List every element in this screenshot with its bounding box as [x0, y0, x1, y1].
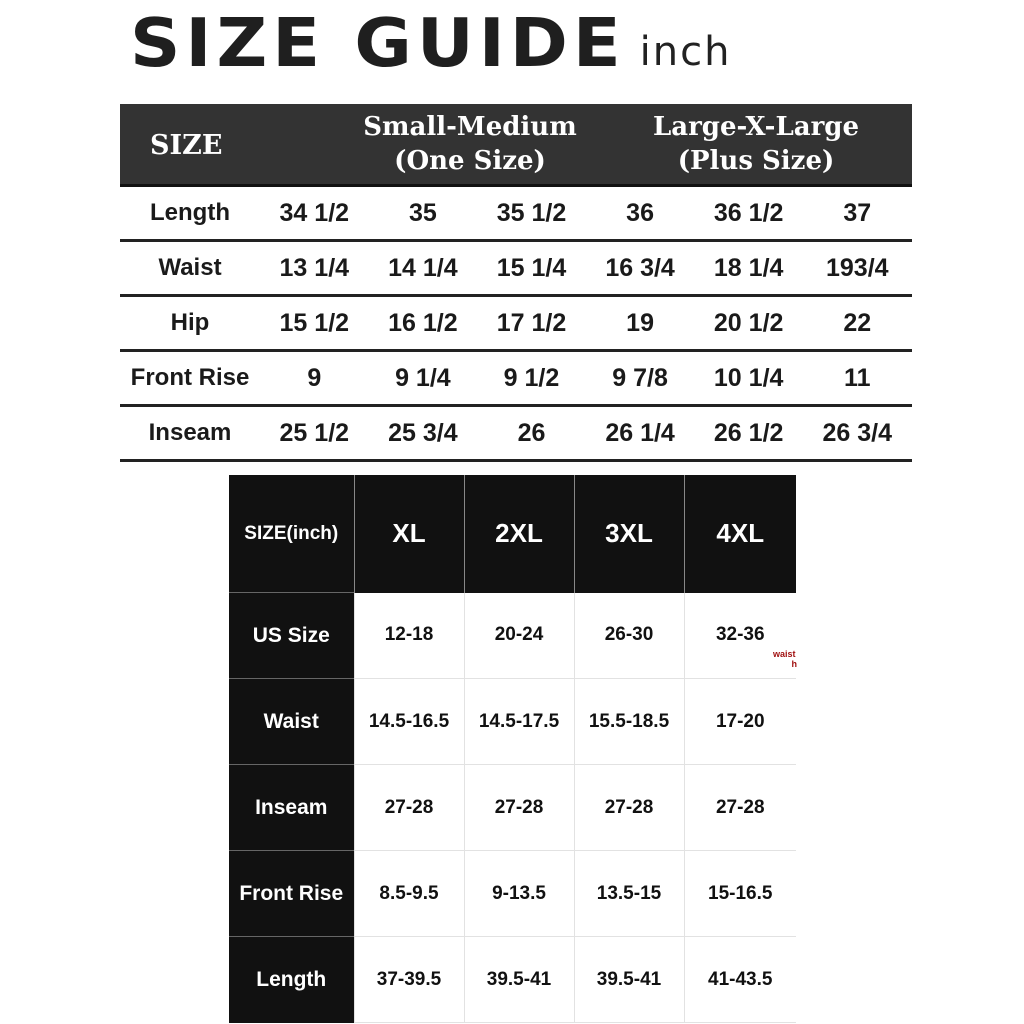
table-cell: 26 [517, 418, 546, 447]
table-cell: 34 1/2 [279, 198, 350, 227]
group-line1: Large-X-Large [652, 112, 860, 142]
table-cell: 9 [307, 363, 322, 392]
header-size-4xl: 4XL [684, 475, 796, 593]
table-cell: 9 1/2 [503, 363, 560, 392]
table-cell: 9 1/4 [395, 363, 451, 392]
group-line2: (One Size) [394, 146, 546, 176]
row-label: Length [229, 937, 354, 1023]
title-unit: inch [639, 29, 732, 75]
group-small-medium [320, 110, 620, 178]
table-cell: 25 1/2 [279, 418, 350, 447]
table-cell: 9 7/8 [612, 363, 668, 392]
table-cell: 36 1/2 [713, 198, 784, 227]
table-header-row [229, 475, 796, 593]
header-size-label: SIZE [150, 130, 223, 161]
table-cell: 27-28 [354, 765, 464, 851]
table-cell: 20 1/2 [713, 308, 784, 337]
group-line1: Small-Medium [363, 112, 577, 142]
table-cell: 13 1/4 [279, 253, 350, 282]
table-cell: 32-36 [684, 593, 796, 679]
table-body [120, 187, 912, 462]
table-cell: 15.5-18.5 [574, 679, 684, 765]
table-row [120, 187, 912, 242]
table-cell: 25 3/4 [388, 418, 458, 447]
header-size-xl: XL [354, 475, 464, 593]
table-cell: 39.5-41 [464, 937, 574, 1023]
table-cell: 35 [408, 198, 437, 227]
table-cell: 12-18 [354, 593, 464, 679]
table-cell: 20-24 [464, 593, 574, 679]
table-row [229, 593, 796, 679]
table-cell: 15-16.5 [684, 851, 796, 937]
table-row [229, 679, 796, 765]
header-size-3xl: 3XL [574, 475, 684, 593]
table-cell: 26 3/4 [822, 418, 893, 447]
table-cell: 8.5-9.5 [354, 851, 464, 937]
row-label: Front Rise [130, 364, 250, 391]
table-cell: 35 1/2 [496, 198, 567, 227]
table-cell: 17 1/2 [496, 308, 567, 337]
table-cell: 19 [626, 308, 654, 337]
table-cell: 16 1/2 [388, 308, 458, 337]
table-row [120, 407, 912, 462]
table-cell: 10 1/4 [713, 363, 784, 392]
table-cell: 17-20 [684, 679, 796, 765]
table-cell: 18 1/4 [713, 253, 784, 282]
table-cell: 11 [844, 363, 871, 392]
size-table-one-size [120, 104, 912, 462]
header-corner: SIZE(inch) [229, 475, 354, 593]
table-cell: 15 1/4 [496, 253, 567, 282]
group-large-xlarge [620, 110, 892, 178]
table-body [229, 593, 796, 1023]
table-cell: 14.5-16.5 [354, 679, 464, 765]
table-row [120, 352, 912, 407]
table-cell: 37-39.5 [354, 937, 464, 1023]
table-cell: 36 [626, 198, 654, 227]
row-label: US Size [229, 593, 354, 679]
table-cell: 193/4 [825, 253, 889, 282]
size-table-plus [229, 475, 796, 1023]
group-line2: (Plus Size) [677, 146, 835, 176]
table-cell: 39.5-41 [574, 937, 684, 1023]
table-cell: 26-30 [574, 593, 684, 679]
table-cell: 27-28 [684, 765, 796, 851]
table-row [120, 242, 912, 297]
table-cell: 15 1/2 [279, 308, 350, 337]
table-cell: 13.5-15 [574, 851, 684, 937]
table-cell: 26 1/2 [713, 418, 784, 447]
row-label: Front Rise [229, 851, 354, 937]
table-row [120, 297, 912, 352]
row-label: Length [150, 199, 230, 226]
note-line1: waist [773, 649, 796, 659]
table-header [120, 104, 912, 187]
table-cell: 37 [843, 198, 872, 227]
table-cell: 22 [843, 308, 872, 337]
table-row [229, 851, 796, 937]
row-label: Inseam [229, 765, 354, 851]
table-cell: 27-28 [464, 765, 574, 851]
title-main: SIZE GUIDE [130, 4, 626, 82]
table-cell: 16 3/4 [605, 253, 675, 282]
note-line2: h [791, 659, 797, 669]
row-label: Waist [158, 254, 222, 281]
header-size-2xl: 2XL [464, 475, 574, 593]
table-cell: 14.5-17.5 [464, 679, 574, 765]
size-guide-title [130, 0, 731, 90]
table-cell: 14 1/4 [388, 253, 458, 282]
table-row [229, 765, 796, 851]
table-cell: 9-13.5 [464, 851, 574, 937]
row-label: Hip [170, 309, 210, 336]
table-row [229, 937, 796, 1023]
table-cell: 27-28 [574, 765, 684, 851]
cropped-note [773, 649, 797, 669]
row-label: Waist [229, 679, 354, 765]
row-label: Inseam [148, 419, 232, 446]
table-cell: 26 1/4 [605, 418, 675, 447]
table-cell: 41-43.5 [684, 937, 796, 1023]
